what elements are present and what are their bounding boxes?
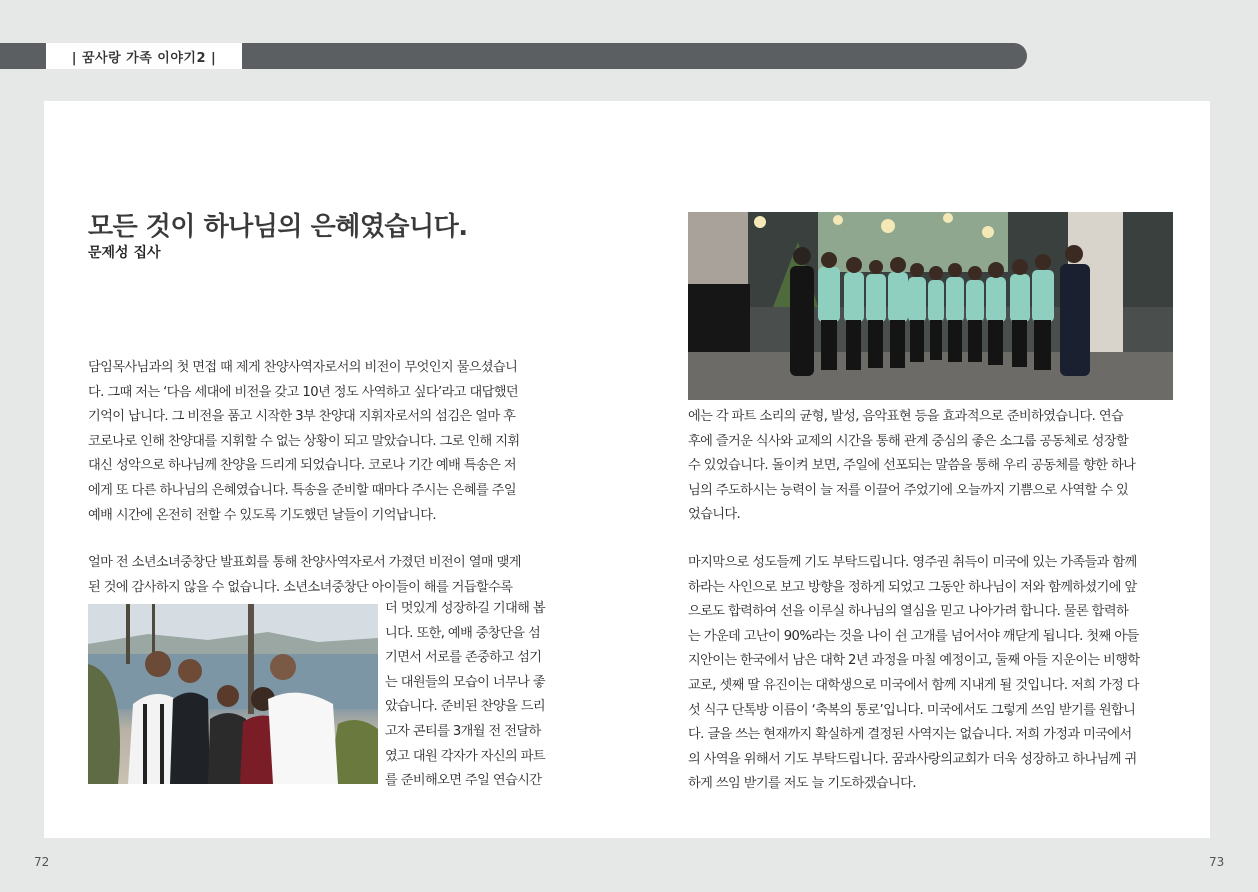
page-number-right: 73: [1209, 855, 1225, 869]
page-number-left: 72: [34, 855, 50, 869]
left-paragraph-2: [88, 551, 560, 600]
text-line: 었습니다.: [688, 507, 741, 523]
text-line: 를 준비해오면 주일 연습시간: [385, 773, 542, 789]
article-author: 문제성 집사: [88, 245, 161, 261]
text-line: 는 대원들의 모습이 너무나 좋: [385, 674, 546, 690]
text-line: 에게 또 다른 하나님의 은혜였습니다. 특송을 준비할 때마다 주시는 은혜를 주일: [88, 482, 516, 498]
text-line: 더 멋있게 성장하길 기대해 봅: [385, 601, 546, 616]
text-line: 는 가운데 고난이 90%라는 것을 나이 쉰 고개를 넘어서야 깨닫게 됩니다. 첫째 아들: [688, 628, 1139, 644]
right-paragraph-1: [688, 405, 1178, 528]
text-line: 지안이는 한국에서 남은 대학 2년 과정을 마칠 예정이고, 둘째 아들 지운이는 비행학: [688, 653, 1140, 669]
text-line: 마지막으로 성도들께 기도 부탁드립니다. 영주권 취득이 미국에 있는 가족들과 함께: [688, 555, 1137, 570]
text-line: 하라는 사인으로 보고 방향을 정하게 되었고 그동안 하나님이 저와 함께하셨기에 앞: [688, 579, 1137, 595]
family-photo: [88, 604, 378, 784]
text-line: 님의 주도하시는 능력이 늘 저를 이끌어 주었기에 오늘까지 기쁨으로 사역할 수 있: [688, 482, 1129, 498]
text-line: 예배 시간에 온전히 전할 수 있도록 기도했던 날들이 기억납니다.: [88, 507, 436, 523]
text-line: 에는 각 파트 소리의 균형, 발성, 음악표현 등을 효과적으로 준비하였습니다. 연습: [688, 409, 1124, 424]
text-line: 교로, 셋째 딸 유진이는 대학생으로 미국에서 함께 지내게 될 것입니다. 저희 가정 다: [688, 677, 1139, 693]
text-line: 고자 콘티를 3개월 전 전달하: [385, 723, 541, 739]
text-line: 다. 그때 저는 ‘다음 세대에 비전을 갖고 10년 정도 사역하고 싶다’라고 대답했던: [88, 384, 519, 400]
text-line: 후에 즐거운 식사와 교제의 시간을 통해 관계 중심의 좋은 소그룹 공동체로 성장할: [688, 433, 1129, 449]
text-line: 였고 대원 각자가 자신의 파트: [385, 748, 546, 764]
text-line: 담임목사님과의 첫 면접 때 제게 찬양사역자로서의 비전이 무엇인지 물으셨습니: [88, 360, 518, 375]
section-header-title: | 꿈사랑 가족 이야기2 |: [46, 43, 242, 69]
text-line: 된 것에 감사하지 않을 수 없습니다. 소년소녀중창단 아이들이 해를 거듭할수록: [88, 579, 513, 595]
text-line: 코로나로 인해 찬양대를 지휘할 수 없는 상황이 되고 말았습니다. 그로 인해 지휘: [88, 433, 520, 449]
text-line: 니다. 또한, 예배 중창단을 섬: [385, 625, 541, 641]
text-line: 다. 글을 쓰는 현재까지 확실하게 결정된 사역지는 없습니다. 저희 가정과 미국에서: [688, 727, 1132, 743]
right-paragraph-2: [688, 551, 1178, 797]
text-line: 으로도 합력하여 선을 이루실 하나님의 열심을 믿고 나아가려 합니다. 물론 합력하: [688, 604, 1129, 620]
text-line: 기면서 서로를 존중하고 섬기: [385, 650, 542, 666]
text-line: 대신 성악으로 하나님께 찬양을 드리게 되었습니다. 코로나 기간 예배 특송은 저: [88, 458, 516, 474]
text-line: 수 있었습니다. 돌이켜 보면, 주일에 선포되는 말씀을 통해 우리 공동체를 향한 하나: [688, 458, 1136, 474]
text-line: 하게 쓰임 받기를 저도 늘 기도하겠습니다.: [688, 776, 916, 792]
text-line: 얼마 전 소년소녀중창단 발표회를 통해 찬양사역자로서 가졌던 비전이 열매 맺게: [88, 555, 521, 570]
article-title: 모든 것이 하나님의 은혜였습니다.: [88, 212, 468, 242]
left-paragraph-1: [88, 356, 560, 528]
text-line: 았습니다. 준비된 찬양을 드리: [385, 699, 546, 715]
left-paragraph-2-wrap: [385, 597, 561, 794]
text-line: 섯 식구 단톡방 이름이 ‘축복의 통로’입니다. 미국에서도 그렇게 쓰임 받기를 원합니: [688, 702, 1136, 718]
choir-photo: [688, 212, 1173, 400]
text-line: 기억이 납니다. 그 비전을 품고 시작한 3부 찬양대 지휘자로서의 섬김은 얼마 후: [88, 409, 516, 425]
text-line: 의 사역을 위해서 기도 부탁드립니다. 꿈과사랑의교회가 더욱 성장하고 하나님께 귀: [688, 751, 1137, 767]
